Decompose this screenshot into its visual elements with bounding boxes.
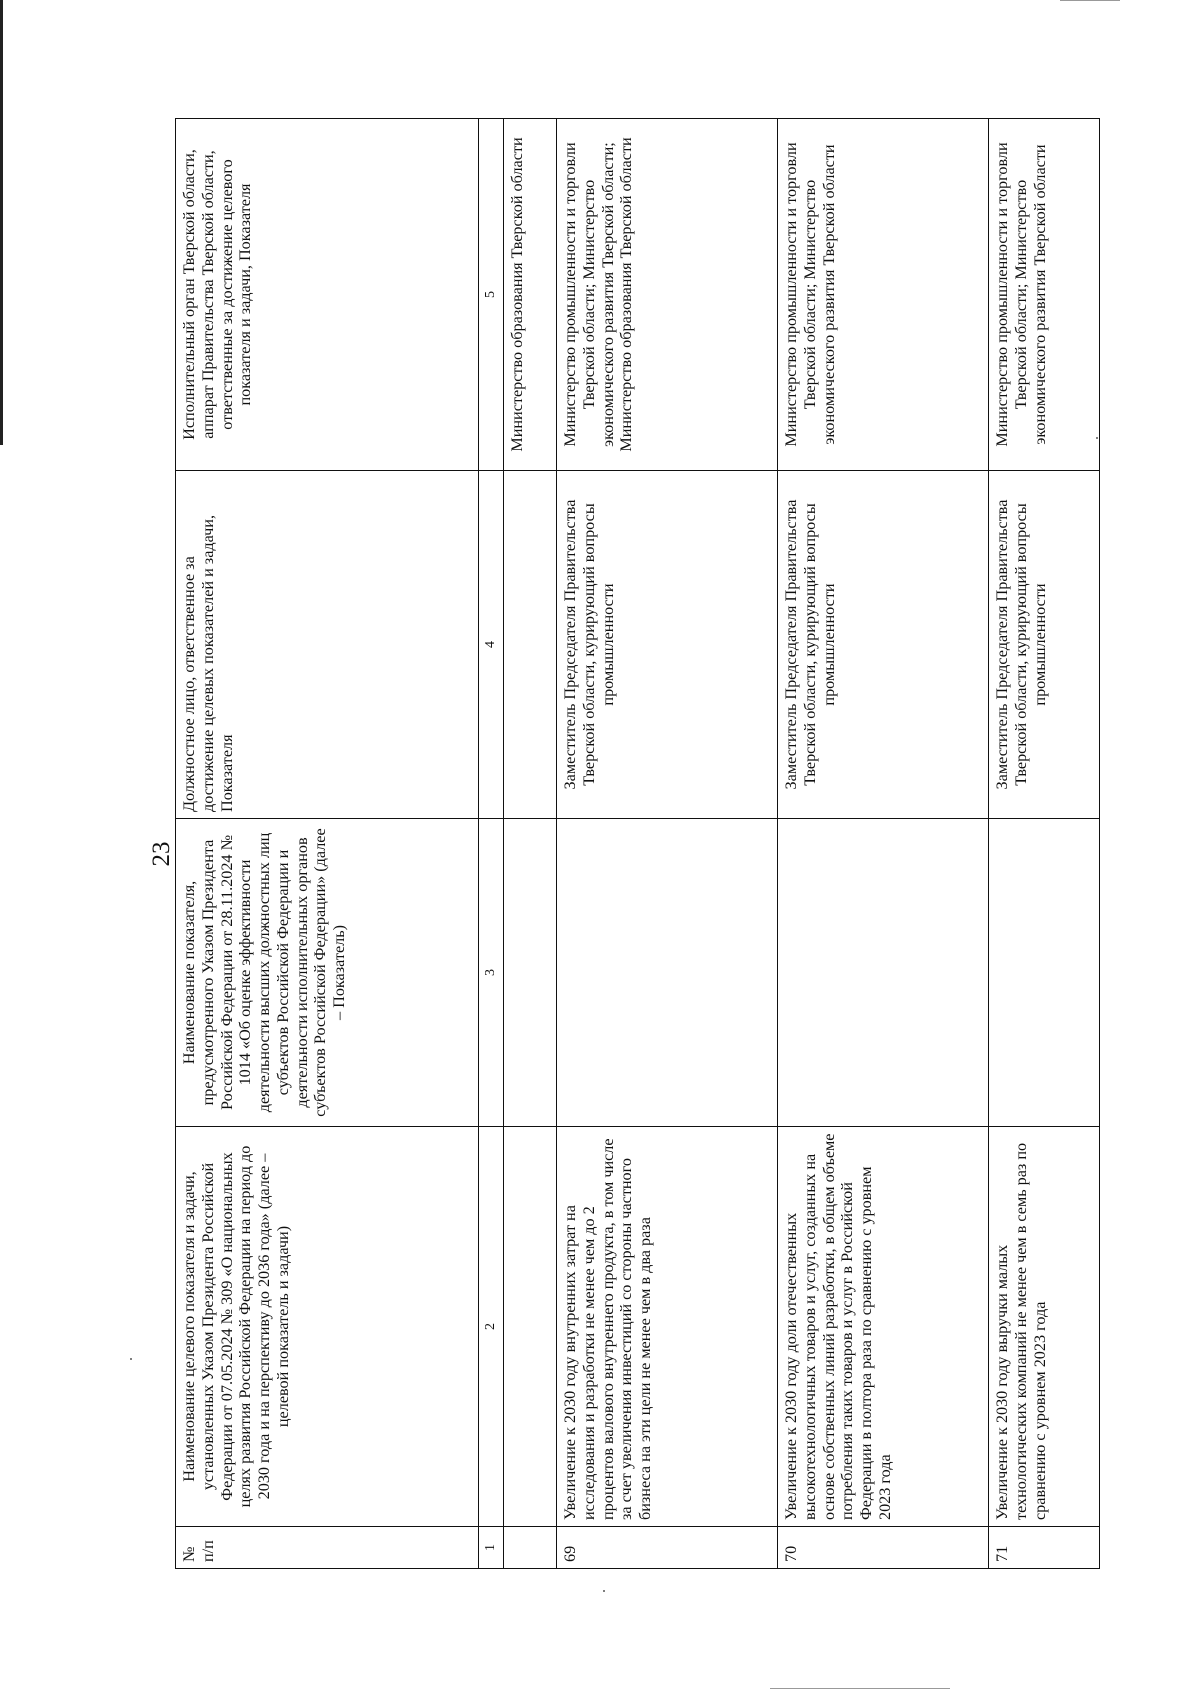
table-row <box>504 119 557 1569</box>
column-number-row <box>479 119 504 1569</box>
table-row <box>989 119 1100 1569</box>
header-number: № п/п <box>176 1527 479 1569</box>
document-table-container <box>175 119 1100 1569</box>
scan-mark <box>1060 0 1120 1</box>
indicator-cell <box>778 819 989 1127</box>
page-number: 23 <box>148 841 175 867</box>
goal-cell: Увеличение к 2030 году доли отечественных высокотехнологичных товаров и услуг, созданных на основе собственных линий разработки, в общем объеме потребления таких товаров и услуг в Российской Федерации в полтора раза по сравнению с уровнем 2023 года <box>778 1127 989 1527</box>
table-cell <box>504 1527 557 1569</box>
column-number: 4 <box>479 471 504 819</box>
goal-cell: Увеличение к 2030 году внутренних затрат на исследования и разработки не менее чем до 2 процентов валового внутреннего продукта, в том числе за счет увеличения инвестиций со стороны частного бизнеса на эти цели не менее чем в два раза <box>557 1127 778 1527</box>
column-number: 3 <box>479 819 504 1127</box>
executive-body-cell: Министерство промышленности и торговли Тверской области; Министерство экономического развития Тверской области <box>989 119 1100 471</box>
scan-speck <box>603 1590 605 1592</box>
table-cell <box>504 471 557 819</box>
official-cell: Заместитель Председателя Правительства Тверской области, курирующий вопросы промышленности <box>989 471 1100 819</box>
table-cell <box>504 819 557 1127</box>
column-number: 5 <box>479 119 504 471</box>
official-cell: Заместитель Председателя Правительства Тверской области, курирующий вопросы промышленности <box>778 471 989 819</box>
executive-body-cell: Министерство промышленности и торговли Тверской области; Министерство экономического развития Тверской области <box>778 119 989 471</box>
column-number: 2 <box>479 1127 504 1527</box>
header-indicator: Наименование показателя, предусмотренного Указом Президента Российской Федерации от 28.11.2024 № 1014 «Об оценке эффективности деятельности высших должностных лиц субъектов Российской Федерации и деятельности исполнительных органов субъектов Российской Федерации» (далее – Показатель) <box>176 819 479 1127</box>
header-executive-body: Исполнительный орган Тверской области, аппарат Правительства Тверской области, ответственные за достижение целевого показателя и задачи, Показателя <box>176 119 479 471</box>
indicators-table <box>175 118 1100 1569</box>
row-number: 70 <box>778 1527 989 1569</box>
indicator-cell <box>989 819 1100 1127</box>
executive-body-cell: Министерство образования Тверской области <box>504 119 557 471</box>
table-cell <box>504 1127 557 1527</box>
scan-speck <box>130 1358 132 1360</box>
official-cell: Заместитель Председателя Правительства Тверской области, курирующий вопросы промышленности <box>557 471 778 819</box>
table-row <box>778 119 989 1569</box>
header-official: Должностное лицо, ответственное за достижение целевых показателей и задачи, Показателя <box>176 471 479 819</box>
goal-cell: Увеличение к 2030 году выручки малых технологических компаний не менее чем в семь раз по сравнению с уровнем 2023 года <box>989 1127 1100 1527</box>
header-goal: Наименование целевого показателя и задачи, установленных Указом Президента Российской Федерации от 07.05.2024 № 309 «О национальных целях развития Российской Федерации на период до 2030 года и на перспективу до 2036 года» (далее – целевой показатель и задачи) <box>176 1127 479 1527</box>
scan-mark <box>770 1688 950 1689</box>
indicator-cell <box>557 819 778 1127</box>
table-row <box>557 119 778 1569</box>
table-header-row <box>176 119 479 1569</box>
column-number: 1 <box>479 1527 504 1569</box>
row-number: 69 <box>557 1527 778 1569</box>
scan-edge <box>0 0 3 445</box>
executive-body-cell: Министерство промышленности и торговли Тверской области; Министерство экономического развития Тверской области; Министерство образования Тверской области <box>557 119 778 471</box>
row-number: 71 <box>989 1527 1100 1569</box>
